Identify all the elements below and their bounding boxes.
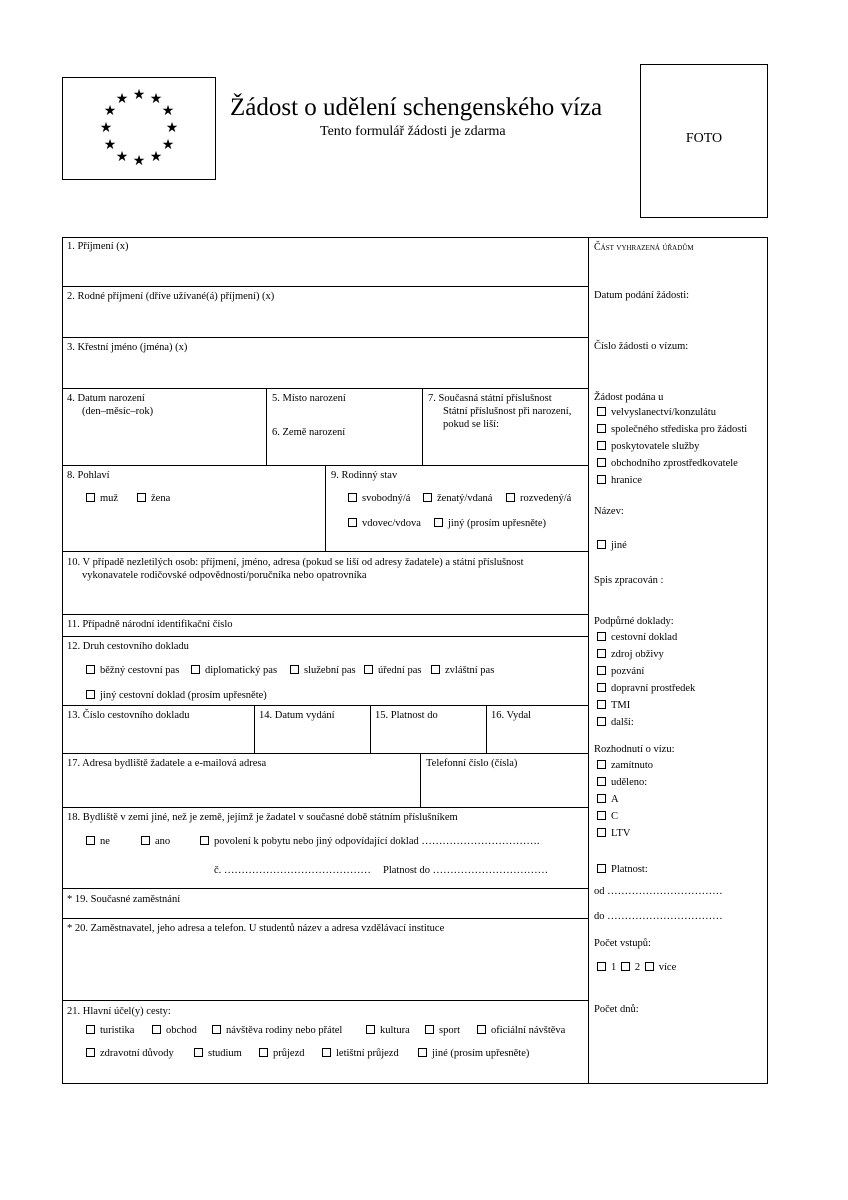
checkbox-icon[interactable] xyxy=(86,665,95,674)
submitted-center-option[interactable]: společného střediska pro žádosti xyxy=(597,423,747,436)
purpose-airport-transit-option[interactable]: letištní průjezd xyxy=(322,1047,399,1060)
purpose-label: 21. Hlavní účel(y) cesty: xyxy=(67,1006,171,1017)
valid-to-field[interactable]: do …………………………… xyxy=(594,911,723,922)
processed-by-label: Spis zpracován : xyxy=(594,575,664,586)
checkbox-icon[interactable] xyxy=(290,665,299,674)
submitted-embassy-option[interactable]: velvyslanectví/konzulátu xyxy=(597,406,716,419)
checkbox-icon[interactable] xyxy=(86,493,95,502)
star-icon: ★ xyxy=(115,150,129,165)
checkbox-icon[interactable] xyxy=(597,407,606,416)
eu-flag-logo xyxy=(62,77,216,180)
purpose-study-option[interactable]: studium xyxy=(194,1047,242,1060)
doc-means-option[interactable]: zdroj obživy xyxy=(597,648,664,661)
checkbox-icon[interactable] xyxy=(597,828,606,837)
checkbox-icon[interactable] xyxy=(477,1025,486,1034)
checkbox-icon[interactable] xyxy=(597,760,606,769)
doc-diplomatic-option[interactable]: diplomatický pas xyxy=(191,664,277,677)
checkbox-icon[interactable] xyxy=(597,777,606,786)
checkbox-icon[interactable] xyxy=(322,1048,331,1057)
star-icon: ★ xyxy=(161,104,175,119)
purpose-business-option[interactable]: obchod xyxy=(152,1024,197,1037)
birth-place-label: 5. Místo narození xyxy=(272,393,346,404)
checkbox-icon[interactable] xyxy=(212,1025,221,1034)
decision-label: Rozhodnutí o vízu: xyxy=(594,744,675,755)
surname-label: 1. Příjmení (x) xyxy=(67,241,129,252)
sex-male-option[interactable]: muž xyxy=(86,492,118,505)
purpose-medical-option[interactable]: zdravotní důvody xyxy=(86,1047,174,1060)
birth-nationality-note: pokud se liší: xyxy=(443,419,500,430)
purpose-official-option[interactable]: oficiální návštěva xyxy=(477,1024,565,1037)
checkbox-icon[interactable] xyxy=(423,493,432,502)
validity-option[interactable]: Platnost: xyxy=(597,863,648,876)
star-icon: ★ xyxy=(99,121,113,136)
employer-label: * 20. Zaměstnavatel, jeho adresa a telefon. U studentů název a adresa vzdělávací instituce xyxy=(67,923,445,934)
doc-transport-option[interactable]: dopravní prostředek xyxy=(597,682,695,695)
doc-special-option[interactable]: zvláštní pas xyxy=(431,664,494,677)
doc-other-option[interactable]: jiný cestovní doklad (prosím upřesněte) xyxy=(86,689,267,702)
document-type-label: 12. Druh cestovního dokladu xyxy=(67,641,189,652)
checkbox-icon[interactable] xyxy=(200,836,209,845)
residence-number-field[interactable]: č. …………………………………… xyxy=(214,865,371,876)
checkbox-icon[interactable] xyxy=(597,811,606,820)
star-icon: ★ xyxy=(132,154,146,169)
doc-tmi-option[interactable]: TMI xyxy=(597,699,630,712)
birth-nationality-label: Státní příslušnost při narození, xyxy=(443,406,572,417)
valid-until-label: 15. Platnost do xyxy=(375,710,438,721)
checkbox-icon[interactable] xyxy=(86,836,95,845)
purpose-tourism-option[interactable]: turistika xyxy=(86,1024,134,1037)
doc-service-option[interactable]: služební pas xyxy=(290,664,356,677)
residence-permit-option[interactable]: povolení k pobytu nebo jiný odpovídající doklad ……………………………. xyxy=(200,835,539,848)
doc-travel-option[interactable]: cestovní doklad xyxy=(597,631,677,644)
checkbox-icon[interactable] xyxy=(259,1048,268,1057)
checkbox-icon[interactable] xyxy=(366,1025,375,1034)
checkbox-icon[interactable] xyxy=(191,665,200,674)
star-icon: ★ xyxy=(149,92,163,107)
national-id-label: 11. Případně národní identifikační číslo xyxy=(67,619,233,630)
purpose-other-option[interactable]: jiné (prosím upřesněte) xyxy=(418,1047,529,1060)
marital-status-label: 9. Rodinný stav xyxy=(331,470,398,481)
address-label: 17. Adresa bydliště žadatele a e-mailová adresa xyxy=(67,758,267,769)
occupation-label: * 19. Současné zaměstnání xyxy=(67,894,181,905)
residence-no-option[interactable]: ne xyxy=(86,835,110,848)
photo-label: FOTO xyxy=(685,131,723,146)
birth-country-label: 6. Země narození xyxy=(272,427,346,438)
residence-valid-field[interactable]: Platnost do …………………………… xyxy=(383,865,549,876)
photo-box[interactable] xyxy=(640,64,768,218)
decision-refused-option[interactable]: zamítnuto xyxy=(597,759,653,772)
checkbox-icon[interactable] xyxy=(597,864,606,873)
marital-married-option[interactable]: ženatý/vdaná xyxy=(423,492,492,505)
marital-widowed-option[interactable]: vdovec/vdova xyxy=(348,517,421,530)
star-icon: ★ xyxy=(103,104,117,119)
form-title: Žádost o udělení schengenského víza xyxy=(230,94,603,121)
days-label: Počet dnů: xyxy=(594,1004,639,1015)
first-name-label: 3. Křestní jméno (jména) (x) xyxy=(67,342,188,353)
checkbox-icon[interactable] xyxy=(597,700,606,709)
entries-label: Počet vstupů: xyxy=(594,938,651,949)
checkbox-icon[interactable] xyxy=(431,665,440,674)
application-number-label: Číslo žádosti o vízum: xyxy=(594,341,689,352)
checkbox-icon[interactable] xyxy=(597,632,606,641)
name-label: Název: xyxy=(594,506,624,517)
submitted-at-label: Žádost podána u xyxy=(594,392,664,403)
checkbox-icon[interactable] xyxy=(597,717,606,726)
doc-other-option[interactable]: další: xyxy=(597,716,634,729)
marital-other-option[interactable]: jiný (prosím upřesněte) xyxy=(434,517,546,530)
decision-issued-option[interactable]: uděleno: xyxy=(597,776,647,789)
marital-divorced-option[interactable]: rozvedený/á xyxy=(506,492,571,505)
checkbox-icon[interactable] xyxy=(348,493,357,502)
submitted-provider-option[interactable]: poskytovatele služby xyxy=(597,440,699,453)
residence-yes-option[interactable]: ano xyxy=(141,835,170,848)
sex-female-option[interactable]: žena xyxy=(137,492,170,505)
office-divider xyxy=(588,237,589,1084)
checkbox-icon[interactable] xyxy=(597,441,606,450)
checkbox-icon[interactable] xyxy=(597,424,606,433)
nationality-label: 7. Současná státní příslušnost xyxy=(428,393,552,404)
checkbox-icon[interactable] xyxy=(645,962,654,971)
checkbox-icon[interactable] xyxy=(348,518,357,527)
doc-official-option[interactable]: úřední pas xyxy=(364,664,421,677)
decision-c-option[interactable]: C xyxy=(597,810,618,823)
star-icon: ★ xyxy=(161,138,175,153)
submission-date-label: Datum podání žádosti: xyxy=(594,290,690,301)
checkbox-icon[interactable] xyxy=(425,1025,434,1034)
checkbox-icon[interactable] xyxy=(418,1048,427,1057)
star-icon: ★ xyxy=(165,121,179,136)
doc-ordinary-option[interactable]: běžný cestovní pas xyxy=(86,664,179,677)
decision-ltv-option[interactable]: LTV xyxy=(597,827,630,840)
checkbox-icon[interactable] xyxy=(86,1025,95,1034)
office-heading: Část vyhrazená úřadům xyxy=(594,242,694,253)
phone-label: Telefonní číslo (čísla) xyxy=(426,758,518,769)
form-subtitle: Tento formulář žádosti je zdarma xyxy=(320,124,506,139)
submitted-intermediary-option[interactable]: obchodního zprostředkovatele xyxy=(597,457,738,470)
star-icon: ★ xyxy=(149,150,163,165)
checkbox-icon[interactable] xyxy=(597,458,606,467)
checkbox-icon[interactable] xyxy=(137,493,146,502)
checkbox-icon[interactable] xyxy=(597,540,606,549)
checkbox-icon[interactable] xyxy=(597,666,606,675)
checkbox-icon[interactable] xyxy=(141,836,150,845)
sex-label: 8. Pohlaví xyxy=(67,470,110,481)
supporting-docs-label: Podpůrné doklady: xyxy=(594,616,674,627)
checkbox-icon[interactable] xyxy=(597,683,606,692)
purpose-transit-option[interactable]: průjezd xyxy=(259,1047,305,1060)
purpose-visit-option[interactable]: návštěva rodiny nebo přátel xyxy=(212,1024,342,1037)
birth-date-format: (den–měsíc–rok) xyxy=(82,406,154,417)
birth-date-label: 4. Datum narození xyxy=(67,393,145,404)
residence-label: 18. Bydliště v zemi jiné, než je země, jejímž je žadatel v současné době státním příslušníkem xyxy=(67,812,458,823)
purpose-sport-option[interactable]: sport xyxy=(425,1024,460,1037)
checkbox-icon[interactable] xyxy=(152,1025,161,1034)
decision-a-option[interactable]: A xyxy=(597,793,619,806)
submitted-other-option[interactable]: jiné xyxy=(597,539,627,552)
checkbox-icon[interactable] xyxy=(434,518,443,527)
submitted-border-option[interactable]: hranice xyxy=(597,474,642,487)
minor-guardian-label-2: vykonavatele rodičovské odpovědnosti/poručníka nebo opatrovníka xyxy=(82,570,367,581)
star-icon: ★ xyxy=(115,92,129,107)
marital-single-option[interactable]: svobodný/á xyxy=(348,492,410,505)
valid-from-field[interactable]: od …………………………… xyxy=(594,886,723,897)
star-icon: ★ xyxy=(103,138,117,153)
checkbox-icon[interactable] xyxy=(597,475,606,484)
checkbox-icon[interactable] xyxy=(597,649,606,658)
issued-by-label: 16. Vydal xyxy=(491,710,532,721)
checkbox-icon[interactable] xyxy=(194,1048,203,1057)
checkbox-icon[interactable] xyxy=(597,962,606,971)
doc-invitation-option[interactable]: pozvání xyxy=(597,665,644,678)
entries-options[interactable]: 1 2 více xyxy=(597,961,676,974)
star-icon: ★ xyxy=(132,88,146,103)
checkbox-icon[interactable] xyxy=(597,794,606,803)
checkbox-icon[interactable] xyxy=(86,1048,95,1057)
minor-guardian-label: 10. V případě nezletilých osob: příjmení, jméno, adresa (pokud se liší od adresy žadatele) a státní příslušnost xyxy=(67,557,524,568)
document-number-label: 13. Číslo cestovního dokladu xyxy=(67,710,190,721)
checkbox-icon[interactable] xyxy=(506,493,515,502)
checkbox-icon[interactable] xyxy=(86,690,95,699)
checkbox-icon[interactable] xyxy=(364,665,373,674)
issue-date-label: 14. Datum vydání xyxy=(259,710,335,721)
purpose-culture-option[interactable]: kultura xyxy=(366,1024,410,1037)
birth-surname-label: 2. Rodné příjmení (dříve užívané(á) příjmení) (x) xyxy=(67,291,275,302)
checkbox-icon[interactable] xyxy=(621,962,630,971)
